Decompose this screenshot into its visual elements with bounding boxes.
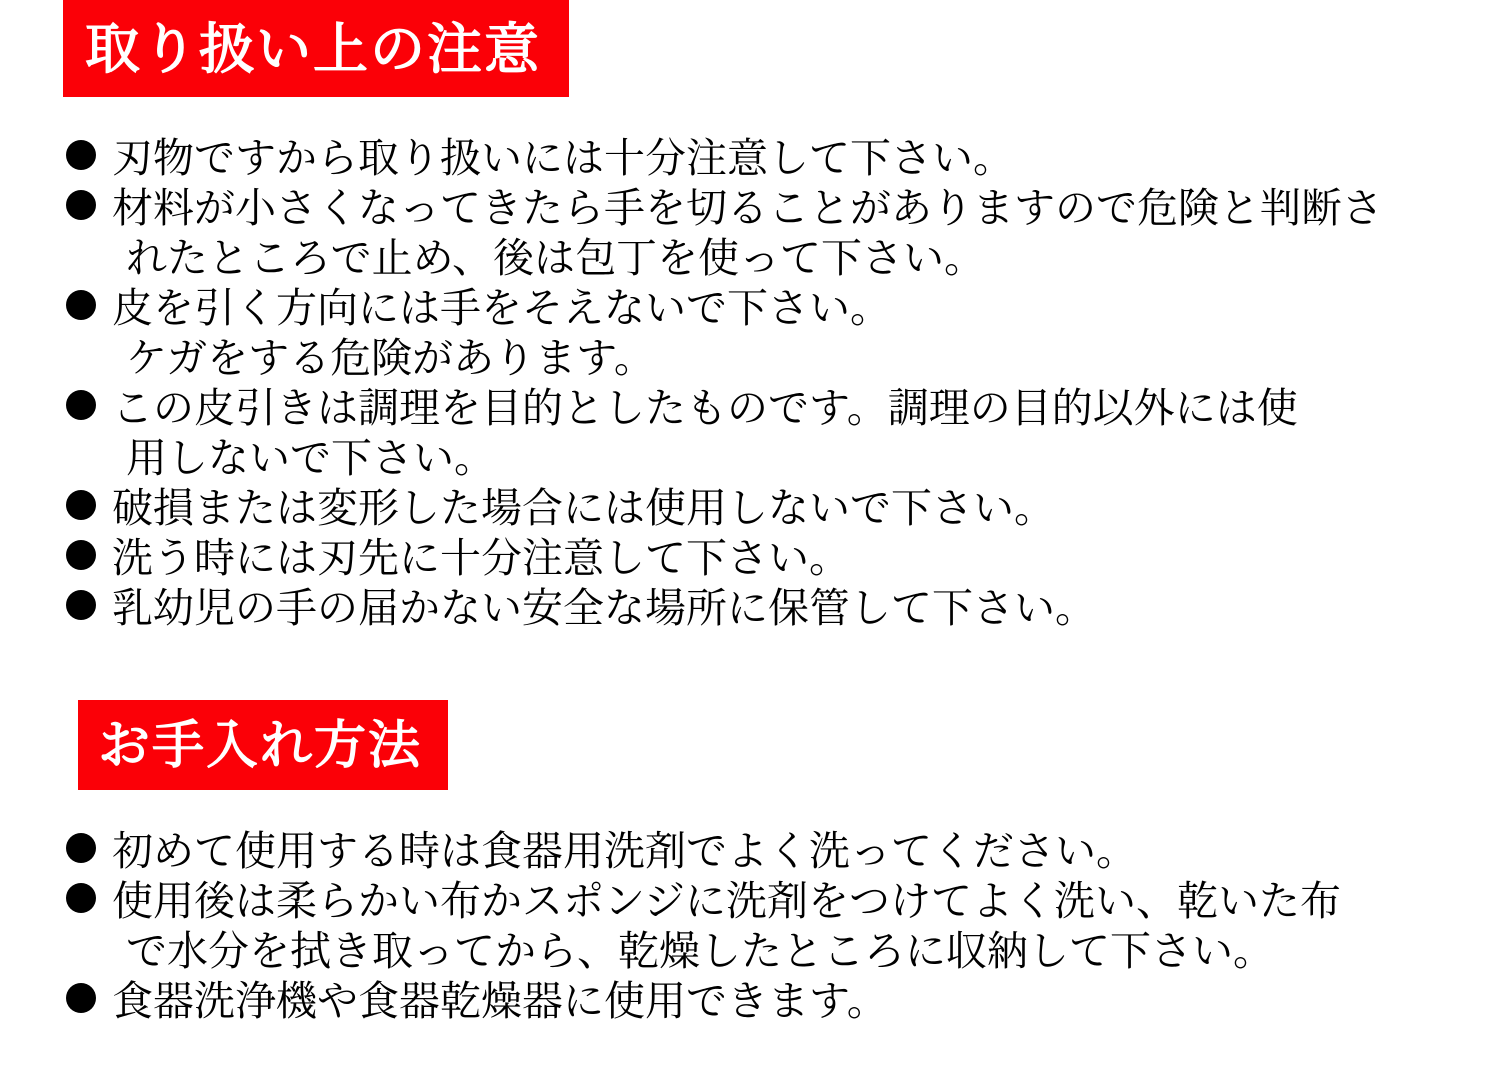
bullet-icon xyxy=(66,190,96,220)
section-handling-heading: 取り扱い上の注意 xyxy=(63,0,569,97)
list-item-line: この皮引きは調理を目的としたものです。調理の目的以外には使 xyxy=(112,384,1298,433)
list-item xyxy=(0,283,1500,383)
list-item-line: 乳幼児の手の届かない安全な場所に保管して下さい。 xyxy=(112,584,1096,633)
handling-item-list xyxy=(0,133,1500,633)
list-item xyxy=(0,976,1500,1026)
list-item-line: 使用後は柔らかい布かスポンジに洗剤をつけてよく洗い、乾いた布 xyxy=(112,877,1341,926)
list-item-line: ケガをする危険があります。 xyxy=(126,334,655,383)
list-item-line: 食器洗浄機や食器乾燥器に使用できます。 xyxy=(112,977,888,1026)
bullet-icon xyxy=(66,590,96,620)
list-item-line: 洗う時には刃先に十分注意して下さい。 xyxy=(112,534,850,583)
list-item-line: 破損または変形した場合には使用しないで下さい。 xyxy=(112,484,1055,533)
list-item xyxy=(0,533,1500,583)
list-item xyxy=(0,383,1500,483)
bullet-icon xyxy=(66,983,96,1013)
list-item-line: 皮を引く方向には手をそえないで下さい。 xyxy=(112,284,891,333)
list-item xyxy=(0,826,1500,876)
bullet-icon xyxy=(66,140,96,170)
list-item xyxy=(0,183,1500,283)
list-item-line: で水分を拭き取ってから、乾燥したところに収納して下さい。 xyxy=(126,927,1274,976)
list-item xyxy=(0,583,1500,633)
list-item xyxy=(0,483,1500,533)
section-care-method xyxy=(0,700,1500,1026)
list-item-line: 初めて使用する時は食器用洗剤でよく洗ってください。 xyxy=(112,827,1137,875)
list-item xyxy=(0,876,1500,976)
list-item xyxy=(0,133,1500,183)
bullet-icon xyxy=(66,540,96,570)
bullet-icon xyxy=(66,883,96,913)
bullet-icon xyxy=(66,290,96,320)
bullet-icon xyxy=(66,390,96,420)
list-item-line: れたところで止め、後は包丁を使って下さい。 xyxy=(126,234,985,283)
list-item-line: 刃物ですから取り扱いには十分注意して下さい。 xyxy=(112,134,1014,182)
list-item-line: 材料が小さくなってきたら手を切ることがありますので危険と判断さ xyxy=(112,184,1383,233)
bullet-icon xyxy=(66,490,96,520)
section-care-heading: お手入れ方法 xyxy=(78,700,448,790)
list-item-line: 用しないで下さい。 xyxy=(126,434,495,483)
bullet-icon xyxy=(66,833,96,863)
care-item-list xyxy=(0,826,1500,1026)
